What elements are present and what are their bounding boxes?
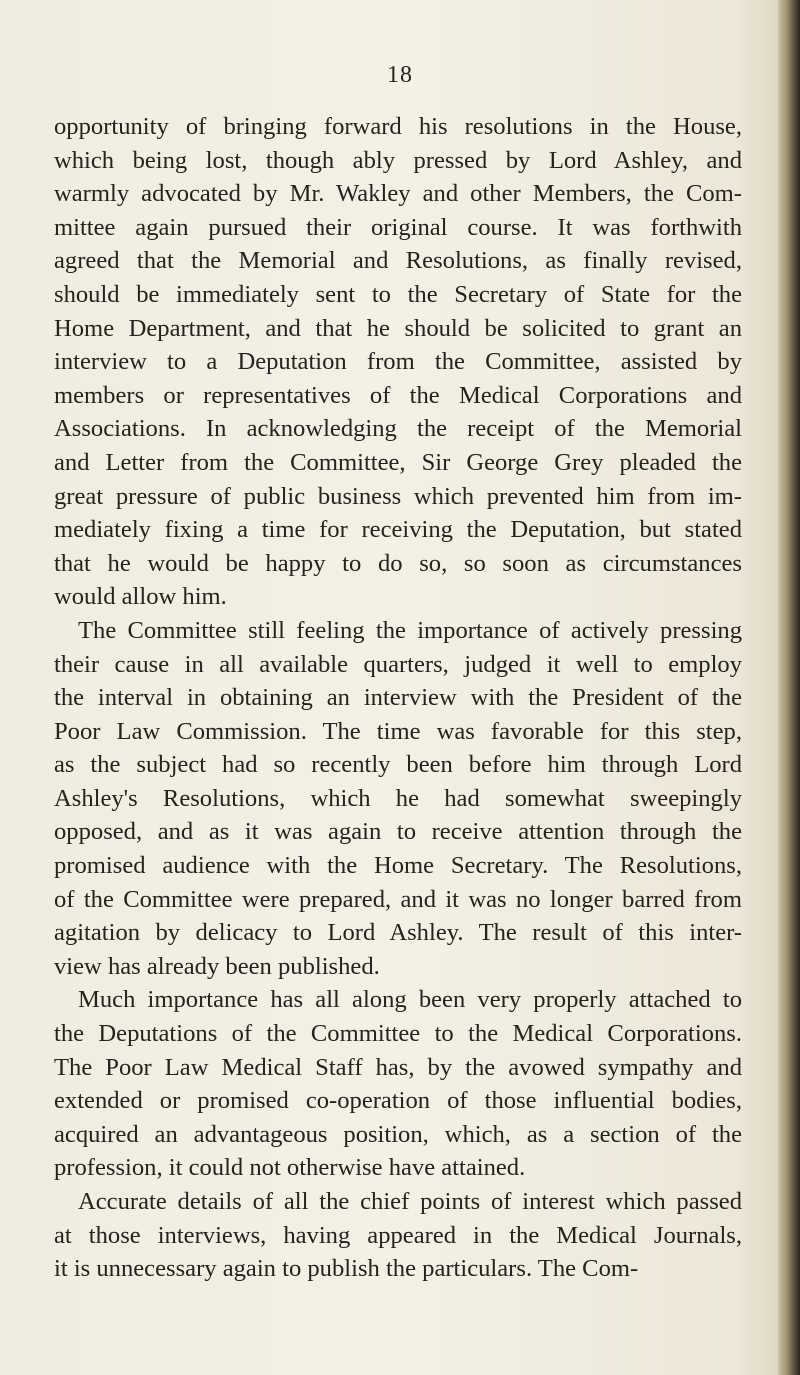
text-line: view has already been published. <box>54 952 380 980</box>
paragraph <box>54 1185 742 1286</box>
paragraph <box>54 110 742 614</box>
paragraph <box>54 983 742 1185</box>
text-line: at those interviews, having appeared in the Medical Journals, <box>54 1221 742 1249</box>
text-line: would allow him. <box>54 583 227 611</box>
text-line: it is unnecessary again to publish the particulars. The Com- <box>54 1255 639 1283</box>
text-line: mittee again pursued their original course. It was forthwith <box>54 213 742 241</box>
text-line: great pressure of public business which prevented him from im- <box>54 482 742 510</box>
text-line: Ashley's Resolutions, which he had somewhat sweepingly <box>54 784 742 812</box>
book-spine-edge <box>778 0 800 1375</box>
text-line: that he would be happy to do so, so soon as circumstances <box>54 549 742 577</box>
text-line: mediately fixing a time for receiving the Deputation, but stated <box>54 516 742 544</box>
text-line: profession, it could not otherwise have attained. <box>54 1154 526 1182</box>
text-line: The Committee still feeling the importance of actively pressing <box>78 616 742 644</box>
text-line: extended or promised co-operation of those influential bodies, <box>54 1087 742 1115</box>
text-line: agreed that the Memorial and Resolutions, as finally revised, <box>54 247 742 275</box>
text-line: opposed, and as it was again to receive attention through the <box>54 818 742 846</box>
text-line: as the subject had so recently been before him through Lord <box>54 751 742 779</box>
text-line: acquired an advantageous position, which, as a section of the <box>54 1120 742 1148</box>
text-line: Associations. In acknowledging the receipt of the Memorial <box>54 415 742 443</box>
text-line: Home Department, and that he should be solicited to grant an <box>54 314 742 342</box>
text-line: should be immediately sent to the Secretary of State for the <box>54 280 742 308</box>
text-line: the interval in obtaining an interview with the President of the <box>54 684 742 712</box>
text-line: of the Committee were prepared, and it was no longer barred from <box>54 885 742 913</box>
text-line: Much importance has all along been very properly attached to <box>78 986 742 1014</box>
text-line: and Letter from the Committee, Sir George Grey pleaded the <box>54 448 742 476</box>
text-line: agitation by delicacy to Lord Ashley. The result of this inter- <box>54 919 742 947</box>
text-line: their cause in all available quarters, judged it well to employ <box>54 650 742 678</box>
text-line: members or representatives of the Medical Corporations and <box>54 381 742 409</box>
text-line: promised audience with the Home Secretary. The Resolutions, <box>54 852 742 880</box>
page-number: 18 <box>387 62 413 88</box>
text-line: opportunity of bringing forward his resolutions in the House, <box>54 113 742 140</box>
text-line: The Poor Law Medical Staff has, by the avowed sympathy and <box>54 1053 742 1081</box>
text-line: interview to a Deputation from the Committee, assisted by <box>54 348 742 376</box>
text-line: which being lost, though ably pressed by Lord Ashley, and <box>54 146 742 174</box>
text-line: the Deputations of the Committee to the Medical Corporations. <box>54 1020 742 1048</box>
paragraph <box>54 614 742 984</box>
text-line: warmly advocated by Mr. Wakley and other Members, the Com- <box>54 180 742 208</box>
text-line: Poor Law Commission. The time was favorable for this step, <box>54 717 742 745</box>
body-text <box>54 110 742 1286</box>
text-line: Accurate details of all the chief points of interest which passed <box>78 1188 742 1215</box>
